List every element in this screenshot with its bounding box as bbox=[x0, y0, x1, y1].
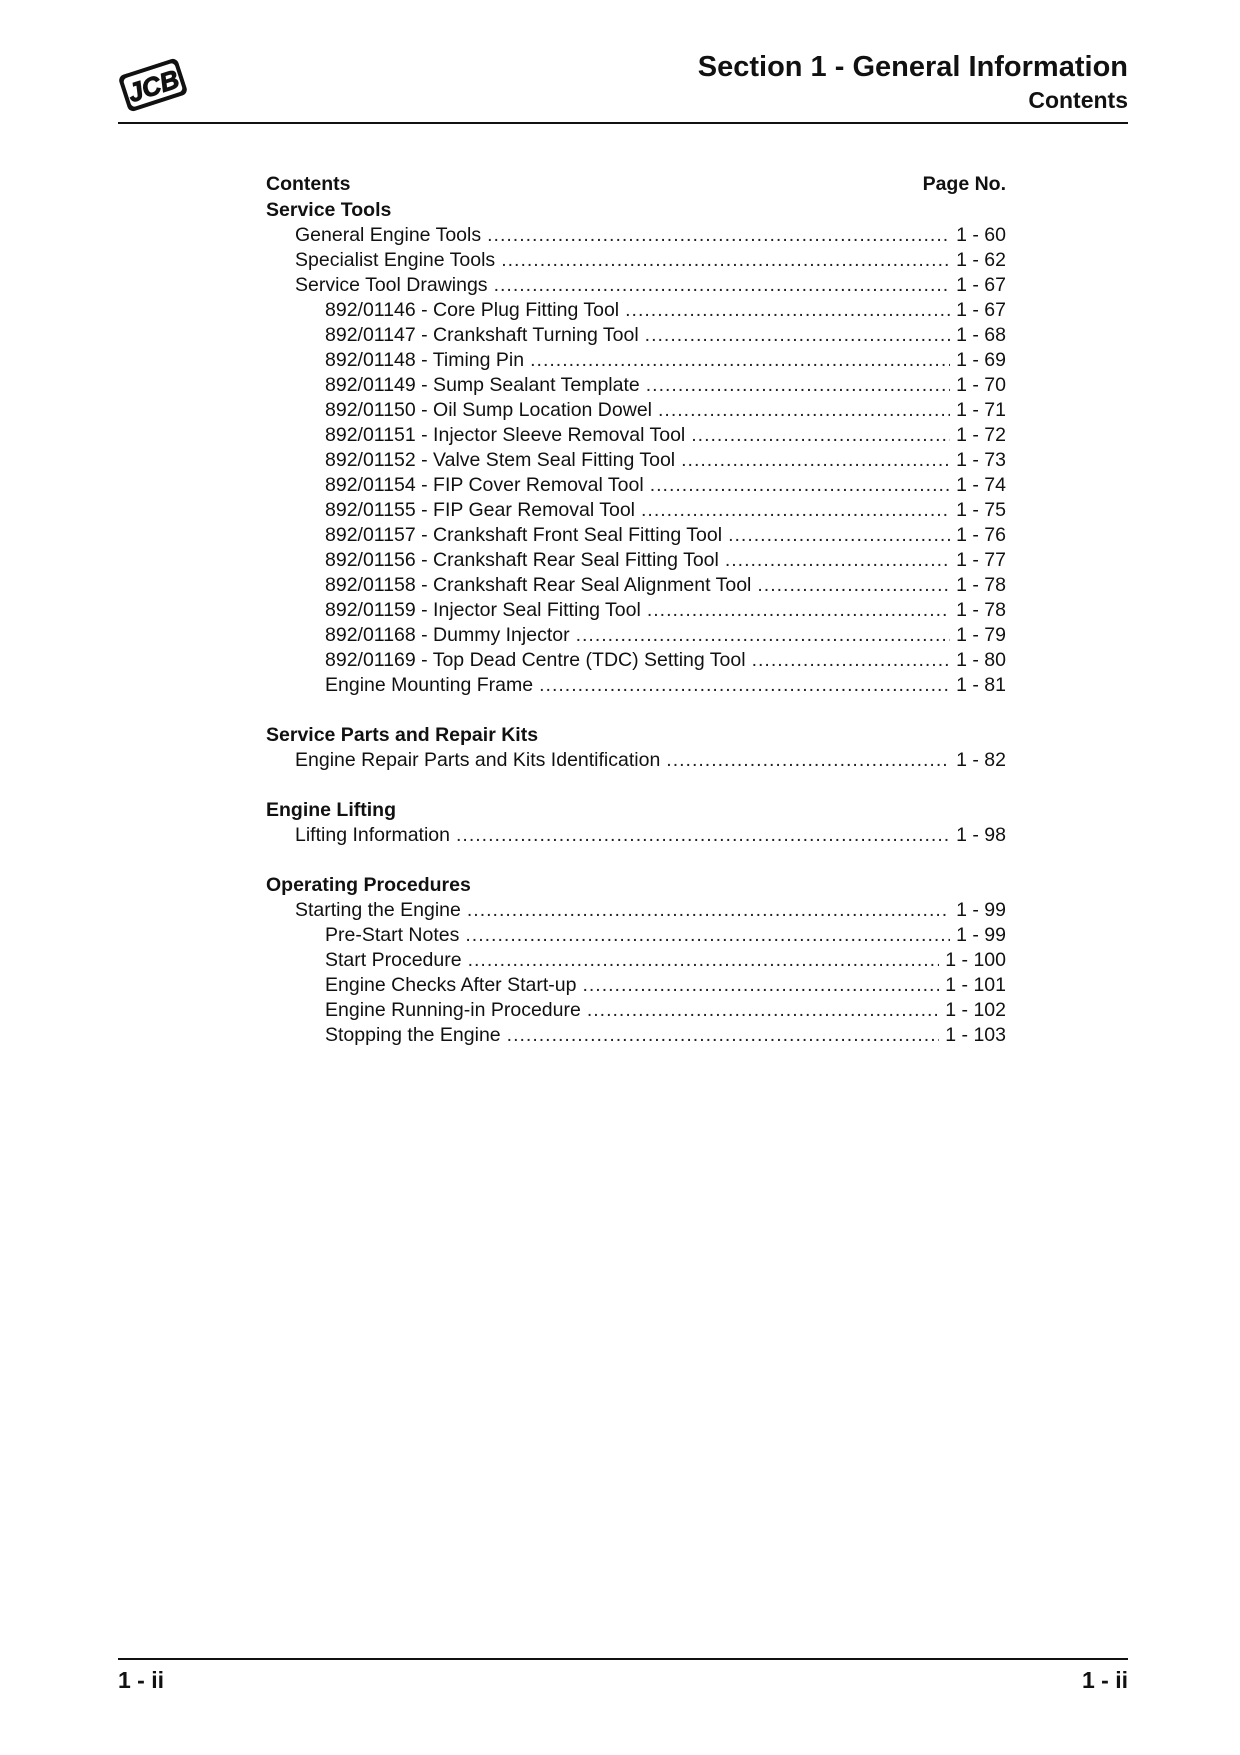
dot-leader bbox=[666, 748, 950, 773]
page-subtitle: Contents bbox=[1028, 87, 1128, 113]
toc-entry-page: 1 - 70 bbox=[956, 374, 1006, 396]
toc-entry-page: 1 - 102 bbox=[945, 999, 1006, 1021]
toc-entry-title: 892/01159 - Injector Seal Fitting Tool bbox=[325, 599, 641, 621]
header-rule bbox=[118, 122, 1128, 124]
dot-leader bbox=[576, 623, 951, 648]
toc-entry[interactable] bbox=[266, 923, 1006, 948]
toc-entry-page: 1 - 67 bbox=[956, 274, 1006, 296]
toc-entry-page: 1 - 78 bbox=[956, 599, 1006, 621]
toc-entry-title: Engine Repair Parts and Kits Identification bbox=[295, 749, 661, 771]
dot-leader bbox=[467, 898, 950, 923]
dot-leader bbox=[625, 298, 950, 323]
toc-body bbox=[266, 198, 1006, 1048]
toc-entry[interactable] bbox=[266, 948, 1006, 973]
toc-entry-title: Service Tool Drawings bbox=[295, 274, 488, 296]
toc-entry-title: Engine Mounting Frame bbox=[325, 674, 534, 696]
toc-entry[interactable] bbox=[266, 498, 1006, 523]
toc-entry-page: 1 - 80 bbox=[956, 649, 1006, 671]
toc-entry-page: 1 - 73 bbox=[956, 449, 1006, 471]
dot-leader bbox=[647, 598, 950, 623]
toc-entry[interactable] bbox=[266, 248, 1006, 273]
toc-entry-title: 892/01169 - Top Dead Centre (TDC) Setting Tool bbox=[325, 649, 746, 671]
dot-leader bbox=[645, 323, 950, 348]
toc-entry[interactable] bbox=[266, 998, 1006, 1023]
dot-leader bbox=[587, 998, 939, 1023]
toc-section-heading: Service Parts and Repair Kits bbox=[266, 724, 539, 746]
toc-entry-title: General Engine Tools bbox=[295, 224, 482, 246]
toc-entry[interactable] bbox=[266, 373, 1006, 398]
footer-rule bbox=[118, 1658, 1128, 1660]
toc-entry-page: 1 - 62 bbox=[956, 249, 1006, 271]
toc-entry-page: 1 - 100 bbox=[945, 949, 1006, 971]
table-of-contents bbox=[266, 170, 1006, 1048]
contents-column-label: Contents bbox=[266, 173, 351, 195]
toc-entry-title: Start Procedure bbox=[325, 949, 462, 971]
toc-entry[interactable] bbox=[266, 648, 1006, 673]
dot-leader bbox=[691, 423, 950, 448]
toc-header bbox=[266, 170, 1006, 198]
toc-entry[interactable] bbox=[266, 823, 1006, 848]
jcb-logo bbox=[118, 52, 188, 118]
dot-leader bbox=[501, 248, 950, 273]
toc-entry-page: 1 - 60 bbox=[956, 224, 1006, 246]
toc-entry-page: 1 - 74 bbox=[956, 474, 1006, 496]
page-number-column-label: Page No. bbox=[922, 173, 1006, 195]
toc-entry[interactable] bbox=[266, 423, 1006, 448]
toc-entry-page: 1 - 72 bbox=[956, 424, 1006, 446]
svg-text:JCB: JCB bbox=[123, 63, 183, 109]
toc-entry-title: Stopping the Engine bbox=[325, 1024, 501, 1046]
toc-entry-page: 1 - 101 bbox=[945, 974, 1006, 996]
toc-entry[interactable] bbox=[266, 1023, 1006, 1048]
toc-entry-title: 892/01168 - Dummy Injector bbox=[325, 624, 570, 646]
toc-entry[interactable] bbox=[266, 623, 1006, 648]
dot-leader bbox=[539, 673, 950, 698]
toc-entry-title: 892/01157 - Crankshaft Front Seal Fitting Tool bbox=[325, 524, 723, 546]
toc-entry-title: 892/01150 - Oil Sump Location Dowel bbox=[325, 399, 652, 421]
toc-entry-title: Engine Checks After Start-up bbox=[325, 974, 577, 996]
toc-entry-title: 892/01148 - Timing Pin bbox=[325, 349, 525, 371]
toc-entry-title: 892/01149 - Sump Sealant Template bbox=[325, 374, 640, 396]
toc-entry-page: 1 - 67 bbox=[956, 299, 1006, 321]
toc-entry-page: 1 - 69 bbox=[956, 349, 1006, 371]
toc-entry[interactable] bbox=[266, 223, 1006, 248]
toc-entry-page: 1 - 81 bbox=[956, 674, 1006, 696]
toc-entry[interactable] bbox=[266, 573, 1006, 598]
toc-entry-title: 892/01146 - Core Plug Fitting Tool bbox=[325, 299, 620, 321]
toc-entry[interactable] bbox=[266, 598, 1006, 623]
toc-entry[interactable] bbox=[266, 398, 1006, 423]
toc-entry-title: 892/01151 - Injector Sleeve Removal Tool bbox=[325, 424, 686, 446]
toc-entry-page: 1 - 76 bbox=[956, 524, 1006, 546]
toc-section-heading: Engine Lifting bbox=[266, 799, 396, 821]
toc-entry[interactable] bbox=[266, 523, 1006, 548]
toc-entry-title: 892/01152 - Valve Stem Seal Fitting Tool bbox=[325, 449, 676, 471]
toc-entry[interactable] bbox=[266, 898, 1006, 923]
toc-entry-title: Pre-Start Notes bbox=[325, 924, 460, 946]
dot-leader bbox=[658, 398, 950, 423]
toc-entry-page: 1 - 99 bbox=[956, 924, 1006, 946]
toc-section-heading: Service Tools bbox=[266, 199, 392, 221]
toc-entry-page: 1 - 71 bbox=[956, 399, 1006, 421]
dot-leader bbox=[456, 823, 950, 848]
toc-entry-page: 1 - 79 bbox=[956, 624, 1006, 646]
toc-entry-title: 892/01147 - Crankshaft Turning Tool bbox=[325, 324, 639, 346]
toc-entry-page: 1 - 103 bbox=[945, 1024, 1006, 1046]
dot-leader bbox=[468, 948, 940, 973]
toc-entry[interactable] bbox=[266, 273, 1006, 298]
toc-entry-page: 1 - 77 bbox=[956, 549, 1006, 571]
toc-entry-page: 1 - 75 bbox=[956, 499, 1006, 521]
toc-entry[interactable] bbox=[266, 298, 1006, 323]
footer-page-number-right: 1 - ii bbox=[1081, 1667, 1128, 1693]
dot-leader bbox=[752, 648, 951, 673]
dot-leader bbox=[728, 523, 950, 548]
toc-entry-title: Lifting Information bbox=[295, 824, 451, 846]
toc-entry-page: 1 - 99 bbox=[956, 899, 1006, 921]
toc-entry-page: 1 - 82 bbox=[956, 749, 1006, 771]
section-title: Section 1 - General Information bbox=[697, 51, 1128, 83]
toc-entry-page: 1 - 68 bbox=[956, 324, 1006, 346]
dot-leader bbox=[650, 473, 950, 498]
toc-entry[interactable] bbox=[266, 748, 1006, 773]
dot-leader bbox=[530, 348, 950, 373]
toc-section-heading: Operating Procedures bbox=[266, 874, 471, 896]
dot-leader bbox=[681, 448, 950, 473]
toc-entry[interactable] bbox=[266, 973, 1006, 998]
dot-leader bbox=[494, 273, 951, 298]
toc-entry-page: 1 - 98 bbox=[956, 824, 1006, 846]
toc-entry-title: 892/01154 - FIP Cover Removal Tool bbox=[325, 474, 644, 496]
footer-page-number-left: 1 - ii bbox=[118, 1667, 165, 1693]
toc-entry-title: 892/01156 - Crankshaft Rear Seal Fitting Tool bbox=[325, 549, 719, 571]
toc-entry[interactable] bbox=[266, 548, 1006, 573]
toc-entry[interactable] bbox=[266, 348, 1006, 373]
toc-entry[interactable] bbox=[266, 448, 1006, 473]
dot-leader bbox=[507, 1023, 940, 1048]
toc-entry-title: Starting the Engine bbox=[295, 899, 461, 921]
dot-leader bbox=[465, 923, 950, 948]
toc-entry[interactable] bbox=[266, 673, 1006, 698]
dot-leader bbox=[641, 498, 950, 523]
dot-leader bbox=[725, 548, 950, 573]
toc-entry-title: Specialist Engine Tools bbox=[295, 249, 496, 271]
toc-entry-page: 1 - 78 bbox=[956, 574, 1006, 596]
toc-entry[interactable] bbox=[266, 473, 1006, 498]
dot-leader bbox=[646, 373, 950, 398]
dot-leader bbox=[487, 223, 950, 248]
toc-entry-title: 892/01155 - FIP Gear Removal Tool bbox=[325, 499, 636, 521]
toc-entry-title: 892/01158 - Crankshaft Rear Seal Alignment Tool bbox=[325, 574, 752, 596]
dot-leader bbox=[582, 973, 939, 998]
toc-entry-title: Engine Running-in Procedure bbox=[325, 999, 581, 1021]
dot-leader bbox=[757, 573, 950, 598]
toc-entry[interactable] bbox=[266, 323, 1006, 348]
